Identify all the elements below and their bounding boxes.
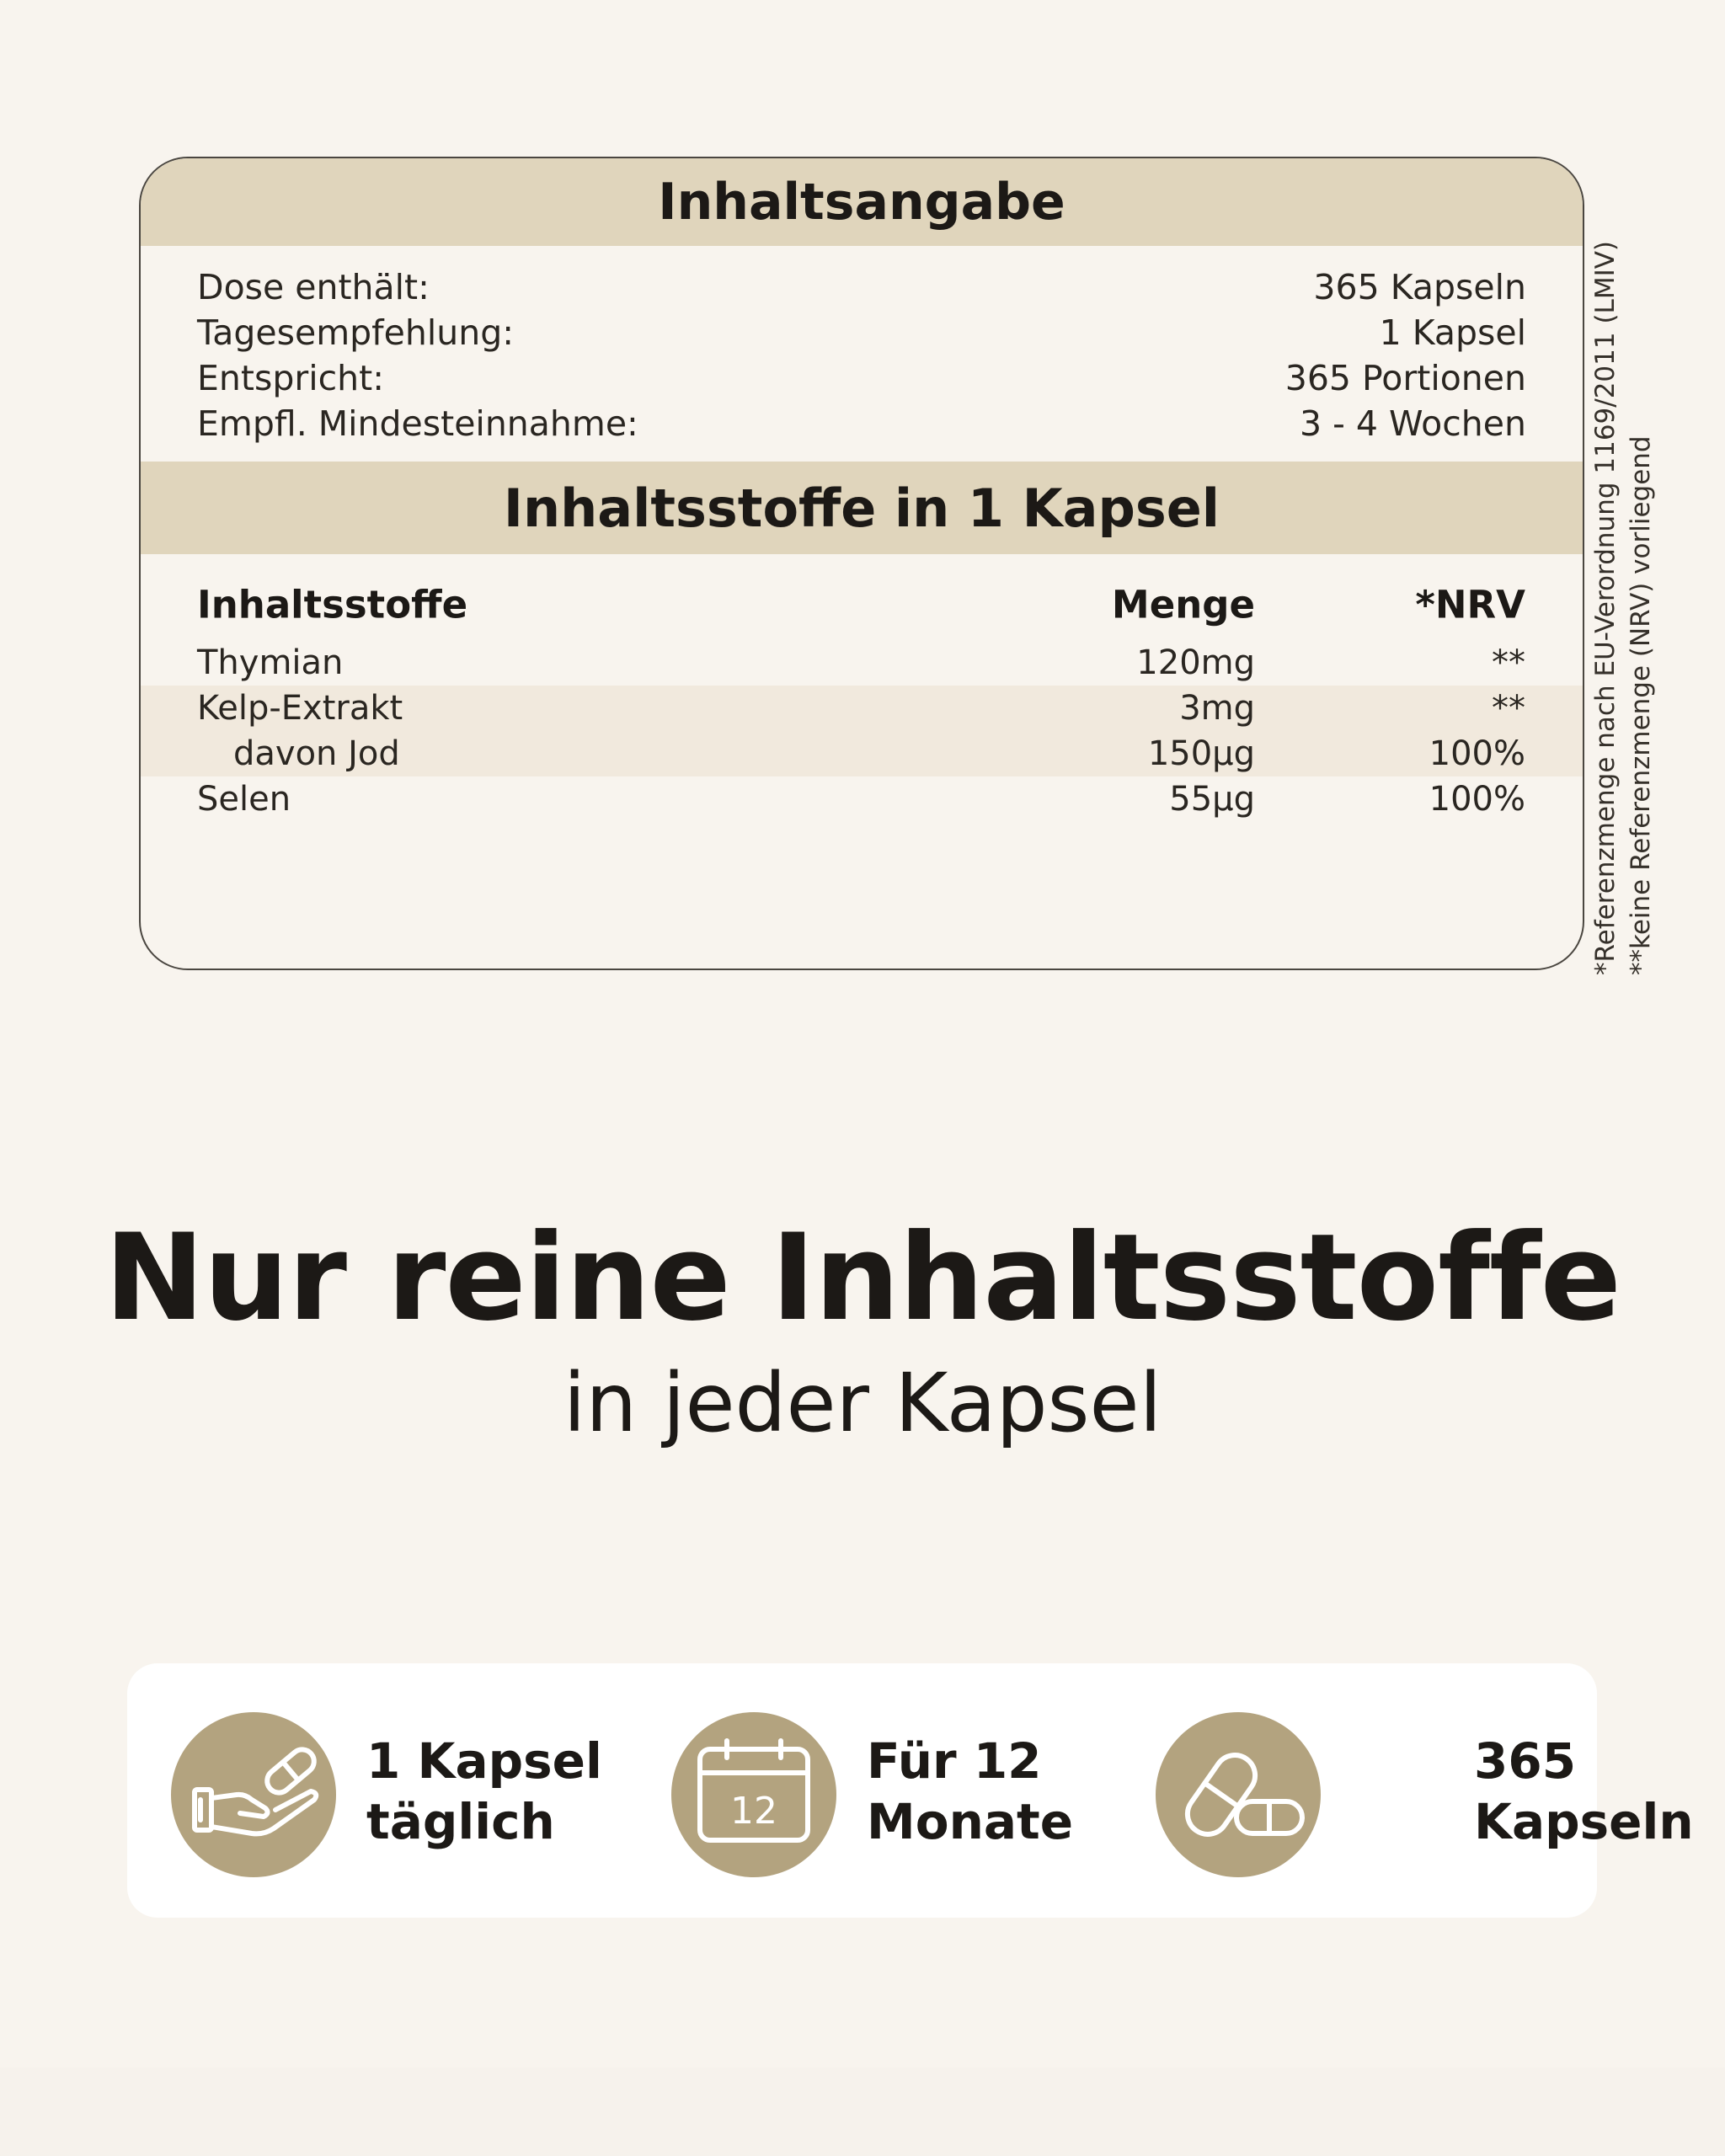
- ingredient-amount: 55µg: [1169, 780, 1255, 819]
- calendar-icon: [671, 1712, 836, 1877]
- label-title: Inhaltsangabe: [141, 158, 1583, 246]
- summary-label: Dose enthält:: [197, 267, 430, 307]
- summary-value: 3 - 4 Wochen: [1299, 403, 1526, 444]
- feature-label: 365 Kapseln: [1474, 1732, 1694, 1850]
- feature-twelve-months: [633, 1663, 1104, 1918]
- ingredient-amount: 120mg: [1136, 643, 1255, 682]
- nutrition-label-card: [139, 157, 1584, 970]
- feature-365-capsules: [1113, 1663, 1694, 1918]
- column-nrv-header: *NRV: [1415, 582, 1525, 627]
- subline: in jeder Kapsel: [563, 1356, 1162, 1450]
- summary-row: [197, 401, 1526, 446]
- ingredient-row: [141, 731, 1583, 776]
- summary-value: 365 Portionen: [1284, 358, 1526, 398]
- footnote: *Referenzmenge nach EU-Verordnung 1169/2011 (LMIV): [1590, 240, 1621, 975]
- footnotes: [1588, 240, 1664, 975]
- headline: Nur reine Inhaltsstoffe: [104, 1209, 1621, 1348]
- ingredient-name: Kelp-Extrakt: [197, 689, 403, 728]
- ingredient-name: Selen: [197, 780, 291, 819]
- ingredients-header: [141, 579, 1583, 630]
- capsules-icon: [1156, 1712, 1321, 1877]
- ingredient-row: [141, 640, 1583, 686]
- column-amount-header: Menge: [1111, 582, 1255, 627]
- ingredients-title: Inhaltsstoffe in 1 Kapsel: [141, 462, 1583, 554]
- column-name-header: Inhaltsstoffe: [197, 582, 468, 627]
- svg-text:12: 12: [730, 1790, 777, 1833]
- ingredient-nrv: **: [1492, 643, 1525, 682]
- ingredient-amount: 3mg: [1179, 689, 1255, 728]
- summary-value: 1 Kapsel: [1379, 312, 1526, 353]
- ingredient-nrv: **: [1492, 689, 1525, 728]
- summary-label: Tagesempfehlung:: [197, 312, 515, 353]
- feature-label: Für 12 Monate: [867, 1732, 1074, 1850]
- ingredient-nrv: 100%: [1429, 734, 1525, 773]
- ingredient-nrv: 100%: [1429, 780, 1525, 819]
- summary-row: [197, 310, 1526, 355]
- ingredient-name: davon Jod: [233, 734, 400, 773]
- ingredient-amount: 150µg: [1147, 734, 1255, 773]
- summary-row: [197, 355, 1526, 401]
- summary-label: Empfl. Mindesteinnahme:: [197, 403, 638, 444]
- features-panel: [127, 1663, 1694, 1918]
- feature-label: 1 Kapsel täglich: [366, 1732, 602, 1850]
- hand-capsule-icon: [171, 1712, 336, 1877]
- summary-row: [197, 264, 1526, 310]
- bottom-band: [0, 2068, 1725, 2156]
- ingredient-row: [141, 686, 1583, 731]
- summary-label: Entspricht:: [197, 358, 385, 398]
- footnote: **keine Referenzmenge (NRV) vorliegend: [1626, 435, 1656, 975]
- feature-daily-capsule: [127, 1663, 602, 1918]
- ingredient-name: Thymian: [197, 643, 344, 682]
- summary-value: 365 Kapseln: [1313, 267, 1526, 307]
- ingredient-row: [141, 776, 1583, 822]
